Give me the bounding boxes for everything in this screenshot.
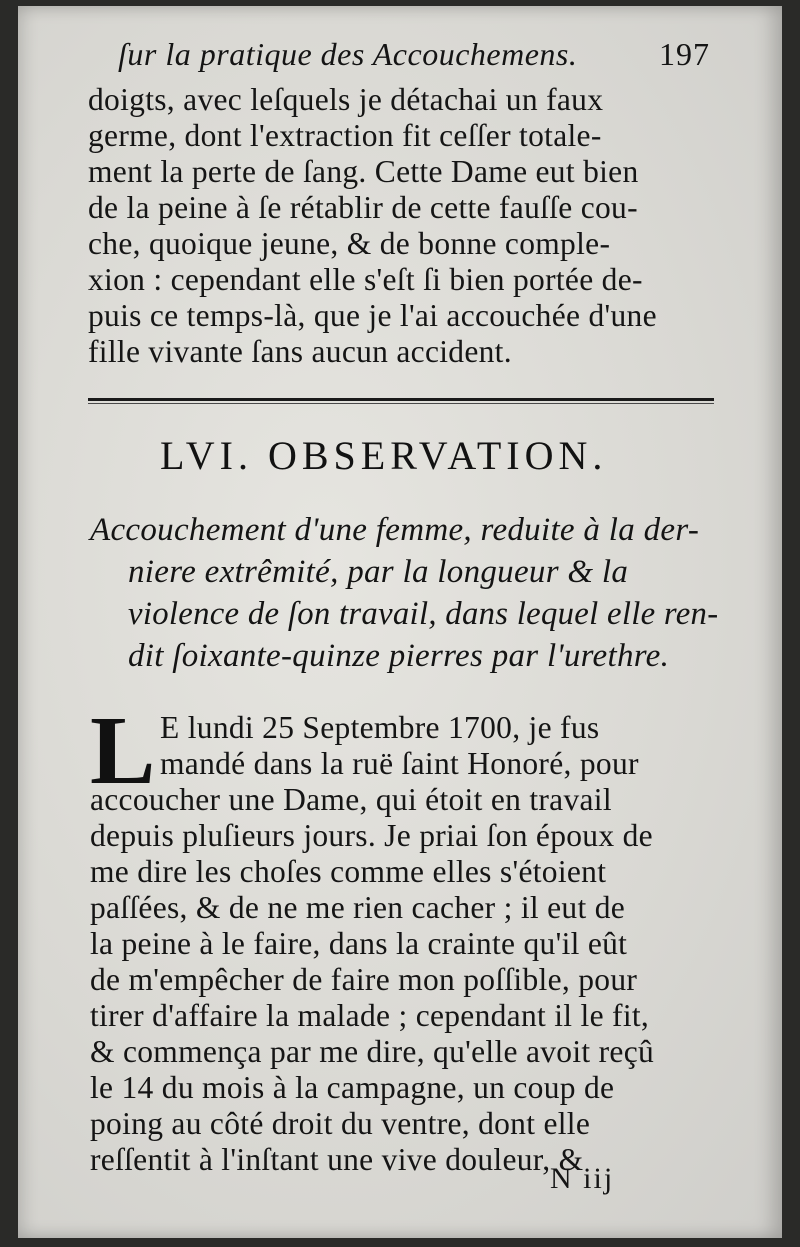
subtitle-line: Accouchement d'une femme, reduite à la der- <box>90 512 700 548</box>
text-line: la peine à le faire, dans la crainte qu'il eût <box>90 926 628 961</box>
text-line: de la peine à ſe rétablir de cette fauſſe cou- <box>88 190 638 225</box>
text-line: mandé dans la ruë ſaint Honoré, pour <box>160 746 639 781</box>
text-line: E lundi 25 Septembre 1700, je fus <box>160 710 600 745</box>
observation-heading: LVI. OBSERVATION. <box>160 433 608 478</box>
text-line: germe, dont l'extraction fit ceſſer totale- <box>88 118 602 153</box>
text-line: paſſées, & de ne me rien cacher ; il eut de <box>90 890 626 925</box>
text-line: tirer d'affaire la malade ; cependant il le fit, <box>90 998 650 1033</box>
text-line: puis ce temps-là, que je l'ai accouchée d'une <box>88 298 657 333</box>
section-divider-thin <box>88 403 714 404</box>
subtitle-line: dit ſoixante-quinze pierres par l'urethre. <box>128 638 670 674</box>
text-line: xion : cependant elle s'eſt ſi bien portée de- <box>88 262 643 297</box>
drop-cap: L <box>90 697 156 805</box>
text-line: depuis pluſieurs jours. Je priai ſon époux de <box>90 818 653 853</box>
subtitle-line: violence de ſon travail, dans lequel elle ren- <box>128 596 719 632</box>
subtitle-line: niere extrêmité, par la longueur & la <box>128 554 629 590</box>
text-line: poing au côté droit du ventre, dont elle <box>90 1106 591 1141</box>
text-line: che, quoique jeune, & de bonne comple- <box>88 226 611 261</box>
page-number: 197 <box>659 36 710 72</box>
text-line: fille vivante ſans aucun accident. <box>88 334 512 369</box>
text-line: doigts, avec leſquels je détachai un faux <box>88 82 604 117</box>
text-line: accoucher une Dame, qui étoit en travail <box>90 782 612 817</box>
text-line: ment la perte de ſang. Cette Dame eut bien <box>88 154 639 189</box>
running-title: ſur la pratique des Accouchemens. <box>118 36 578 72</box>
section-divider <box>88 398 714 401</box>
text-line: reſſentit à l'inſtant une vive douleur, & <box>90 1142 584 1177</box>
text-line: de m'empêcher de faire mon poſſible, pour <box>90 962 638 997</box>
text-line: & commença par me dire, qu'elle avoit reçû <box>90 1034 655 1069</box>
text-line: me dire les choſes comme elles s'étoient <box>90 854 607 889</box>
page-header <box>118 36 718 76</box>
text-line: le 14 du mois à la campagne, un coup de <box>90 1070 615 1105</box>
signature-mark: N iij <box>550 1162 615 1195</box>
